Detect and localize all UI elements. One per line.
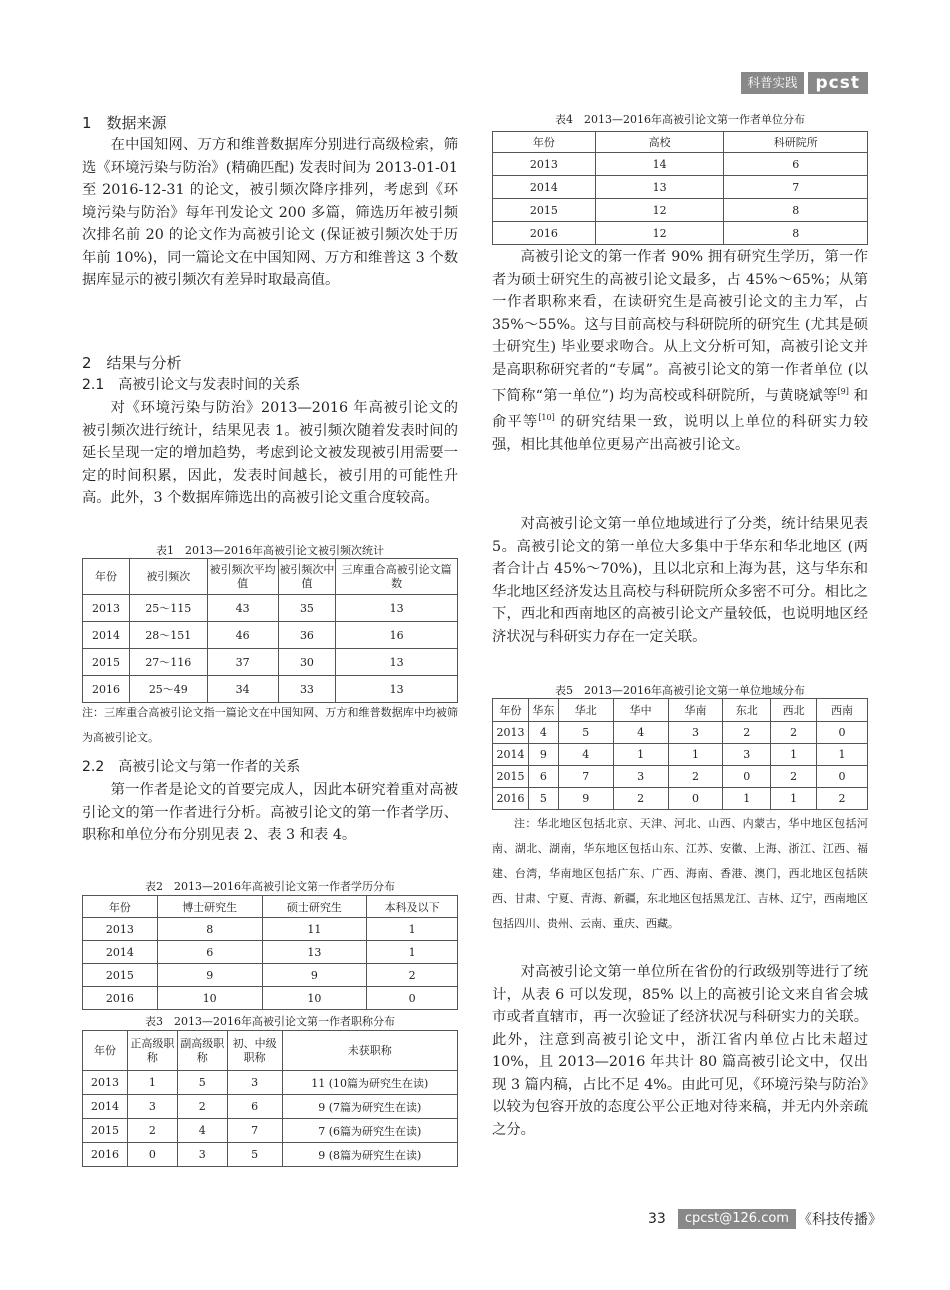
table-cell: 3 xyxy=(177,1143,227,1167)
table-cell: 2014 xyxy=(83,941,158,964)
table-cell: 12 xyxy=(595,222,724,245)
table-header-cell: 本科及以下 xyxy=(367,896,458,918)
table-cell: 1 xyxy=(723,788,771,810)
table-header-cell: 副高级职称 xyxy=(177,1031,227,1071)
table-header-cell: 华南 xyxy=(668,699,723,722)
table-row xyxy=(83,964,458,987)
table-row xyxy=(493,744,868,766)
table-cell: 2013 xyxy=(83,1071,128,1095)
table-cell: 10 xyxy=(262,987,367,1010)
table-cell: 1 xyxy=(127,1071,177,1095)
table-3 xyxy=(82,1030,458,1167)
table-header-row xyxy=(493,699,868,722)
table-2 xyxy=(82,895,458,1010)
table-cell: 9 xyxy=(528,744,558,766)
table-header-cell: 初、中级职称 xyxy=(227,1031,282,1071)
table-1 xyxy=(82,558,458,703)
table-cell: 5 xyxy=(177,1071,227,1095)
table-cell: 2013 xyxy=(83,595,130,622)
table-cell: 2 xyxy=(723,722,771,744)
table-cell: 1 xyxy=(668,744,723,766)
table-cell: 36 xyxy=(278,622,336,649)
table-cell: 2013 xyxy=(83,918,158,941)
section-2-heading: 2 结果与分析 xyxy=(82,354,182,372)
section-2-2-paragraph: 第一作者是论文的首要完成人，因此本研究着重对高被引论文的第一作者进行分析。高被引论文的第一作者学历、职称和单位分布分别见表 2、表 3 和表 4。 xyxy=(82,782,458,843)
table-cell: 9 (7篇为研究生在读) xyxy=(282,1095,457,1119)
table-cell: 8 xyxy=(724,199,868,222)
table-cell: 10 xyxy=(157,987,262,1010)
table-cell: 3 xyxy=(227,1071,282,1095)
table-1-note: 注：三库重合高被引论文指一篇论文在中国知网、万方和维普数据库中均被筛为高被引论文。 xyxy=(82,706,458,744)
table-cell: 2016 xyxy=(493,222,596,245)
page-number: 33 xyxy=(648,1211,666,1227)
table-cell: 7 (6篇为研究生在读) xyxy=(282,1119,457,1143)
table-row xyxy=(83,1119,458,1143)
table-cell: 33 xyxy=(278,676,336,703)
table-row xyxy=(493,176,868,199)
table-cell: 1 xyxy=(771,788,817,810)
section-2-1-heading: 2.1 高被引论文与发表时间的关系 xyxy=(82,377,301,393)
journal-name: 《科技传播》 xyxy=(797,1212,882,1228)
table-cell: 0 xyxy=(723,766,771,788)
table-cell: 7 xyxy=(558,766,613,788)
table-header-cell: 华中 xyxy=(613,699,668,722)
table-cell: 1 xyxy=(367,941,458,964)
journal-email: cpcst@126.com xyxy=(678,1209,796,1229)
section-1-heading: 1 数据来源 xyxy=(82,114,167,132)
table-cell: 2016 xyxy=(83,676,130,703)
table-header-cell: 西北 xyxy=(771,699,817,722)
table-header-row xyxy=(83,1031,458,1071)
table-row xyxy=(83,918,458,941)
table-cell: 6 xyxy=(528,766,558,788)
table-2-caption: 表2 2013—2016年高被引论文第一作者学历分布 xyxy=(145,880,395,893)
table-cell: 8 xyxy=(157,918,262,941)
table-row xyxy=(83,1095,458,1119)
table-cell: 13 xyxy=(336,676,458,703)
table-row xyxy=(493,722,868,744)
table-cell: 8 xyxy=(724,222,868,245)
table-cell: 43 xyxy=(207,595,278,622)
table-header-cell: 年份 xyxy=(493,699,529,722)
table-header-cell: 三库重合高被引论文篇数 xyxy=(336,559,458,595)
table-cell: 2014 xyxy=(83,1095,128,1119)
table-header-cell: 东北 xyxy=(723,699,771,722)
table-cell: 2 xyxy=(817,788,868,810)
table-row xyxy=(493,199,868,222)
table-cell: 4 xyxy=(558,744,613,766)
table-cell: 2016 xyxy=(83,1143,128,1167)
table-cell: 25～49 xyxy=(129,676,207,703)
table-cell: 2013 xyxy=(493,153,596,176)
table-cell: 2014 xyxy=(493,744,529,766)
table-cell: 2015 xyxy=(493,766,529,788)
table-cell: 2015 xyxy=(83,1119,128,1143)
table-header-cell: 年份 xyxy=(493,132,596,153)
table-cell: 2014 xyxy=(493,176,596,199)
table-row xyxy=(493,222,868,245)
table-cell: 2 xyxy=(177,1095,227,1119)
table-cell: 5 xyxy=(227,1143,282,1167)
citation-ref-10: [10] xyxy=(538,413,555,423)
table-cell: 4 xyxy=(528,722,558,744)
table-cell: 14 xyxy=(595,153,724,176)
table-cell: 5 xyxy=(558,722,613,744)
table-cell: 2013 xyxy=(493,722,529,744)
table-cell: 3 xyxy=(723,744,771,766)
table-header-cell: 被引频次平均值 xyxy=(207,559,278,595)
table-header-cell: 西南 xyxy=(817,699,868,722)
table-row xyxy=(83,676,458,703)
table-cell: 2014 xyxy=(83,622,130,649)
table-header-row xyxy=(493,132,868,153)
table-cell: 4 xyxy=(177,1119,227,1143)
table-header-cell: 年份 xyxy=(83,559,130,595)
pcst-logo: pcst xyxy=(808,72,869,94)
table-1-caption: 表1 2013—2016年高被引论文被引频次统计 xyxy=(156,544,384,557)
table-cell: 0 xyxy=(817,722,868,744)
table-5-caption: 表5 2013—2016年高被引论文第一单位地域分布 xyxy=(555,684,805,697)
table-header-cell: 正高级职称 xyxy=(127,1031,177,1071)
table-cell: 6 xyxy=(724,153,868,176)
table-cell: 2 xyxy=(771,766,817,788)
section-2-1-paragraph: 对《环境污染与防治》2013—2016 年高被引论文的被引频次进行统计，结果见表 1。被引频次随着发表时间的延长呈现一定的增加趋势，考虑到论文被发现被引用需要一定的时间积累，因此，发表时间越长，被引用的可能性升高。此外，3 个数据库筛选出的高被引论文重合度较高。 xyxy=(82,400,458,506)
table-cell: 6 xyxy=(157,941,262,964)
table-header-cell: 华东 xyxy=(528,699,558,722)
citation-ref-9: [9] xyxy=(837,387,849,396)
paragraph-text: 的研究结果一致，说明以上单位的科研实力较强，相比其他单位更易产出高被引论文。 xyxy=(492,414,868,453)
table-cell: 13 xyxy=(336,649,458,676)
table-cell: 13 xyxy=(595,176,724,199)
table-cell: 9 xyxy=(262,964,367,987)
table-header-row xyxy=(83,896,458,918)
table-4-caption: 表4 2013—2016年高被引论文第一作者单位分布 xyxy=(555,113,805,126)
table-cell: 11 (10篇为研究生在读) xyxy=(282,1071,457,1095)
table-row xyxy=(83,622,458,649)
table-header-cell: 年份 xyxy=(83,1031,128,1071)
table-header-cell: 华北 xyxy=(558,699,613,722)
table-cell: 6 xyxy=(227,1095,282,1119)
results-paragraph-1 xyxy=(492,246,868,456)
table-header-row xyxy=(83,559,458,595)
table-row xyxy=(493,766,868,788)
table-cell: 37 xyxy=(207,649,278,676)
table-header-cell: 科研院所 xyxy=(724,132,868,153)
table-5 xyxy=(492,698,868,810)
table-cell: 9 xyxy=(558,788,613,810)
table-cell: 1 xyxy=(367,918,458,941)
table-cell: 13 xyxy=(262,941,367,964)
table-cell: 4 xyxy=(613,722,668,744)
table-header-cell: 被引频次中值 xyxy=(278,559,336,595)
table-cell: 5 xyxy=(528,788,558,810)
table-cell: 9 xyxy=(157,964,262,987)
table-cell: 46 xyxy=(207,622,278,649)
table-cell: 27～116 xyxy=(129,649,207,676)
table-cell: 3 xyxy=(613,766,668,788)
table-row xyxy=(83,595,458,622)
table-cell: 2016 xyxy=(493,788,529,810)
section-label: 科普实践 xyxy=(741,72,803,94)
table-header-cell: 未获职称 xyxy=(282,1031,457,1071)
table-cell: 2 xyxy=(771,722,817,744)
table-cell: 2 xyxy=(668,766,723,788)
section-2-2-heading: 2.2 高被引论文与第一作者的关系 xyxy=(82,759,301,775)
results-paragraph-3: 对高被引论文第一单位所在省份的行政级别等进行了统计，从表 6 可以发现，85% 以上的高被引论文来自省会城市或者直辖市，再一次验证了经济状况与科研实力的关联。此外，注意到高被引论文中，浙江省内单位占比未超过 10%，且 2013—2016 年共计 80 篇高被引论文中，仅出现 3 篇内稿，占比不足 4%。由此可见，《环境污染与防治》以较为包容开放的态度公平公正地对待来稿，并无内外亲疏之分。 xyxy=(492,964,868,1138)
table-cell: 2015 xyxy=(83,964,158,987)
section-badge xyxy=(741,72,868,94)
table-cell: 2 xyxy=(127,1119,177,1143)
table-row xyxy=(493,788,868,810)
table-cell: 3 xyxy=(127,1095,177,1119)
table-header-cell: 年份 xyxy=(83,896,158,918)
table-cell: 2015 xyxy=(493,199,596,222)
results-paragraph-2: 对高被引论文第一单位地域进行了分类，统计结果见表 5。高被引论文的第一单位大多集中于华东和华北地区 (两者合计占 45%～70%)，且以北京和上海为甚，这与华东和华北地区经济发达且高校与科研院所众多密不可分。相比之下，西北和西南地区的高被引论文产量较低，也说明地区经济状况与科研实力存在一定关联。 xyxy=(492,516,868,645)
table-cell: 2 xyxy=(613,788,668,810)
table-5-note: 注：华北地区包括北京、天津、河北、山西、内蒙古，华中地区包括河南、湖北、湖南，华东地区包括山东、江苏、安徽、上海、浙江、江西、福建、台湾，华南地区包括广东、广西、海南、香港、澳门，西北地区包括陕西、甘肃、宁夏、青海、新疆，东北地区包括黑龙江、吉林、辽宁，西南地区包括四川、贵州、云南、重庆、西藏。 xyxy=(492,817,868,930)
table-cell: 2 xyxy=(367,964,458,987)
table-header-cell: 博士研究生 xyxy=(157,896,262,918)
table-cell: 0 xyxy=(668,788,723,810)
table-cell: 0 xyxy=(367,987,458,1010)
table-cell: 0 xyxy=(127,1143,177,1167)
paragraph-text: 和俞平等 xyxy=(492,387,868,431)
section-1-paragraph: 在中国知网、万方和维普数据库分别进行高级检索，筛选《环境污染与防治》(精确匹配) 发表时间为 2013-01-01 至 2016-12-31 的论文，被引频次降序排列，考虑到《环境污染与防治》每年刊发论文 200 多篇，筛选历年被引频次排名前 20 的论文作为高被引论文 (保证被引频次处于历年前 10%)，同一篇论文在中国知网、万方和维普这 3 个数据库显示的被引频次有差异时取最高值。 xyxy=(82,137,458,288)
table-4 xyxy=(492,131,868,245)
page-footer xyxy=(648,1208,882,1230)
table-row xyxy=(83,1071,458,1095)
table-cell: 35 xyxy=(278,595,336,622)
table-cell: 9 (8篇为研究生在读) xyxy=(282,1143,457,1167)
table-cell: 7 xyxy=(227,1119,282,1143)
table-cell: 11 xyxy=(262,918,367,941)
table-3-caption: 表3 2013—2016年高被引论文第一作者职称分布 xyxy=(145,1015,395,1028)
table-cell: 25～115 xyxy=(129,595,207,622)
table-row xyxy=(83,1143,458,1167)
table-row xyxy=(493,153,868,176)
table-cell: 7 xyxy=(724,176,868,199)
table-cell: 16 xyxy=(336,622,458,649)
table-header-cell: 被引频次 xyxy=(129,559,207,595)
table-row xyxy=(83,987,458,1010)
table-cell: 0 xyxy=(817,766,868,788)
paragraph-text: 高被引论文的第一作者 90% 拥有研究生学历，第一作者为硕士研究生的高被引论文最多，占 45%～65%；从第一作者职称来看，在读研究生是高被引论文的主力军，占 35%～55%。这与目前高校与科研院所的研究生 (尤其是硕士研究生) 毕业要求吻合。从上文分析可知，高被引论文并是高职称研究者的“专属”。高被引论文的第一作者单位 (以下简称“第一单位”) 均为高校或科研院所，与黄晓斌等 xyxy=(492,249,868,404)
table-cell: 1 xyxy=(817,744,868,766)
table-row xyxy=(83,649,458,676)
table-cell: 3 xyxy=(668,722,723,744)
table-row xyxy=(83,941,458,964)
table-cell: 1 xyxy=(613,744,668,766)
table-cell: 30 xyxy=(278,649,336,676)
table-cell: 28～151 xyxy=(129,622,207,649)
table-header-cell: 高校 xyxy=(595,132,724,153)
table-cell: 12 xyxy=(595,199,724,222)
table-cell: 34 xyxy=(207,676,278,703)
table-cell: 13 xyxy=(336,595,458,622)
table-cell: 2016 xyxy=(83,987,158,1010)
table-cell: 1 xyxy=(771,744,817,766)
table-cell: 2015 xyxy=(83,649,130,676)
table-header-cell: 硕士研究生 xyxy=(262,896,367,918)
